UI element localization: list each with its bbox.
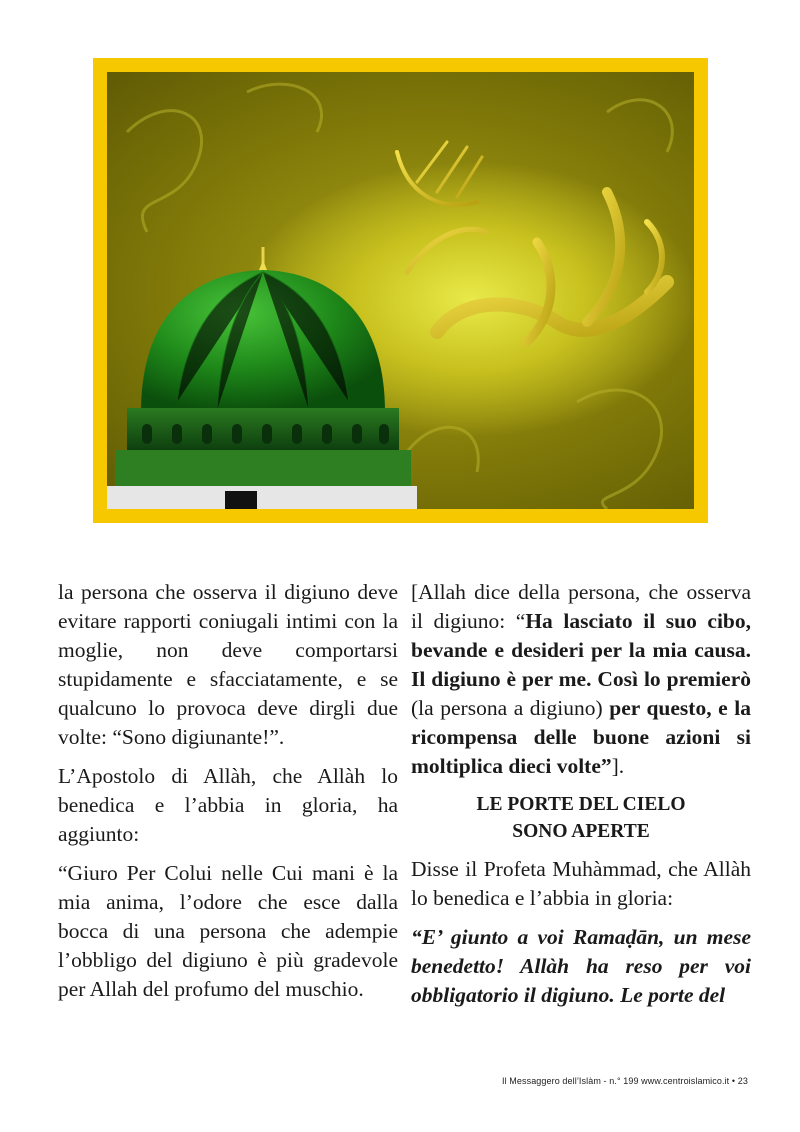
- heading-line-2: SONO APERTE: [512, 821, 650, 842]
- page-number: 23: [737, 1076, 748, 1086]
- right-column: [411, 578, 751, 1020]
- right-paragraph-3: “E’ giunto a voi Ramaḍān, un mese benedetto! Allàh ha reso per voi obbligatorio il digiuno. Le porte del: [411, 925, 751, 1007]
- section-heading: [411, 791, 751, 845]
- quote-bold-1: Ha lasciato il suo cibo, bevande e desideri per la mia causa. Il digiuno è per me. Così lo premierò: [411, 609, 751, 691]
- page-footer: [502, 1076, 748, 1086]
- quote-intro: [Allah dice della persona, che osserva il digiuno: “: [411, 580, 751, 633]
- quote-bold-2: per questo, e la ricompensa delle buone azioni si moltiplica dieci volte”: [411, 696, 752, 778]
- footer-bullet: •: [731, 1076, 736, 1086]
- quote-aside: (la persona a digiuno): [411, 696, 610, 720]
- hero-image-frame: [93, 58, 708, 523]
- heading-line-1: LE PORTE DEL CIELO: [476, 794, 686, 815]
- green-dome-illustration: [107, 72, 694, 509]
- hero-image: [107, 72, 694, 509]
- calligraphy-art: [397, 142, 667, 342]
- left-column: [58, 578, 398, 1014]
- footer-text: Il Messaggero dell’Islàm - n.° 199 www.centroislamico.it: [502, 1076, 730, 1086]
- quote-close: ].: [611, 754, 625, 778]
- right-paragraph-1: [411, 578, 751, 781]
- left-paragraph-2: L’Apostolo di Allàh, che Allàh lo benedica e l’abbia in gloria, ha aggiunto:: [58, 764, 398, 846]
- right-paragraph-2: Disse il Profeta Muhàmmad, che Allàh lo benedica e l’abbia in gloria:: [411, 857, 751, 910]
- left-paragraph-3: “Giuro Per Colui nelle Cui mani è la mia anima, l’odore che esce dalla bocca di una persona che adempie l’obbligo del digiuno è più gradevole per Allah del profumo del muschio.: [58, 861, 398, 1001]
- left-paragraph-1: la persona che osserva il digiuno deve evitare rapporti coniugali intimi con la moglie, non deve comportarsi stupidamente e sfacciatamente, e se qualcuno lo provoca deve dirgli due volte: “Sono digiunante!”.: [58, 580, 398, 749]
